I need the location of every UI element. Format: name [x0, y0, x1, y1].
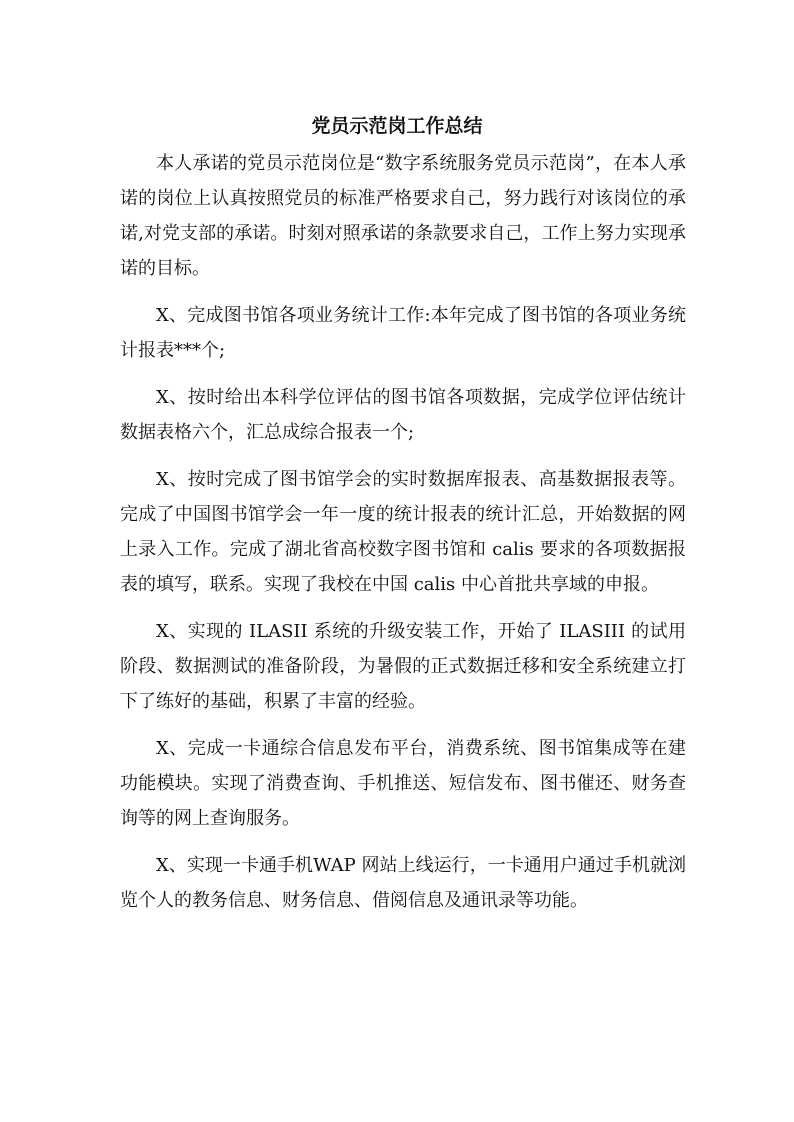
paragraph-campus-card-platform: X、完成一卡通综合信息发布平台，消费系统、图书馆集成等在建功能模块。实现了消费查询、手机推送、短信发布、图书催还、财务查询等的网上查询服务。	[120, 738, 686, 829]
document-body	[120, 146, 686, 930]
document-title: 党员示范岗工作总结	[311, 115, 483, 137]
paragraph-library-society-reports: X、按时完成了图书馆学会的实时数据库报表、高基数据报表等。完成了中国图书馆学会一年一度的统计报表的统计汇总，开始数据的网上录入工作。完成了湖北省高校数字图书馆和 calis 要求的各项数据报表的填写，联系。实现了我校在中国 calis 中心首批共享域的申报。	[120, 469, 686, 595]
paragraph-wap-site: X、实现一卡通手机WAP 网站上线运行，一卡通用户通过手机就浏览个人的教务信息、财务信息、借阅信息及通讯录等功能。	[120, 855, 686, 911]
paragraph-degree-evaluation: X、按时给出本科学位评估的图书馆各项数据，完成学位评估统计数据表格六个，汇总成综合报表一个;	[120, 387, 686, 443]
paragraph-statistics-work: X、完成图书馆各项业务统计工作:本年完成了图书馆的各项业务统计报表***个;	[120, 305, 686, 361]
paragraph-intro: 本人承诺的党员示范岗位是“数字系统服务党员示范岗”，在本人承诺的岗位上认真按照党员的标准严格要求自己，努力践行对该岗位的承诺,对党支部的承诺。时刻对照承诺的条款要求自己，工作上努力实现承诺的目标。	[120, 153, 686, 279]
paragraph-ilas-upgrade: X、实现的 ILASII 系统的升级安装工作，开始了 ILASIII 的试用阶段、数据测试的准备阶段，为暑假的正式数据迁移和安全系统建立打下了练好的基础，积累了丰富的经验。	[120, 621, 686, 712]
